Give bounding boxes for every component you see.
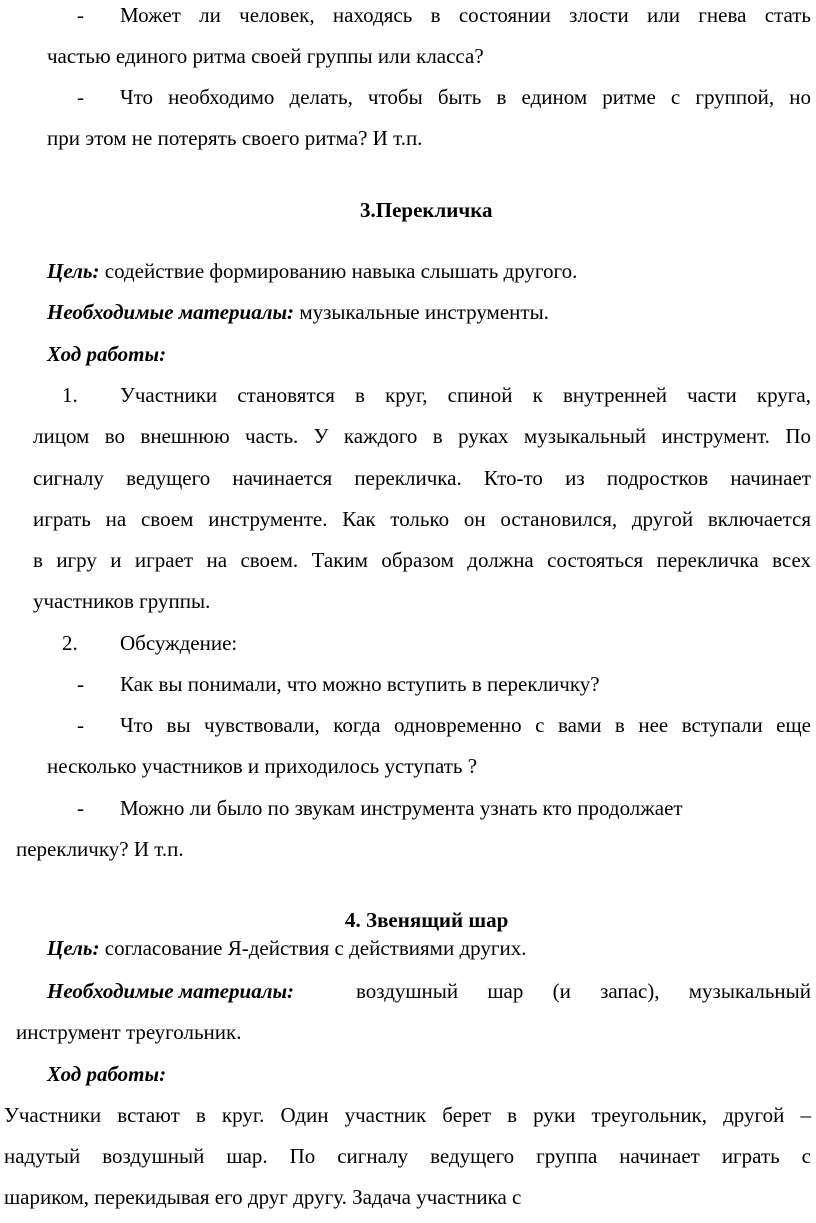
materials-text: музыкальные инструменты. <box>294 300 549 324</box>
materials-line <box>47 299 549 325</box>
goal-label: Цель: <box>47 936 100 960</box>
materials-label: Необходимые материалы: <box>47 300 295 324</box>
bullet-line: при этом не потерять своего ритма? И т.п. <box>47 126 423 150</box>
body-line: шариком, перекидывая его друг другу. Задача участника с <box>4 1185 522 1209</box>
bullet-line: несколько участников и приходилось уступать ? <box>47 754 478 778</box>
list-item-line: Обсуждение: <box>120 631 238 655</box>
procedure-label: Ход работы: <box>47 1062 167 1086</box>
list-item-line: Участники становятся в круг, спиной к внутренней части круга, <box>120 383 811 407</box>
materials-text: инструмент треугольник. <box>16 1020 242 1044</box>
list-item-line: в игру и играет на своем. Таким образом должна состояться перекличка всех <box>33 548 811 572</box>
bullet-line: Может ли человек, находясь в состоянии злости или гнева стать <box>120 3 811 27</box>
bullet-marker: - <box>77 672 84 696</box>
goal-line <box>47 935 526 961</box>
list-number: 1. <box>62 383 78 407</box>
body-line: Участники встают в круг. Один участник берет в руки треугольник, другой – <box>4 1103 811 1127</box>
section-heading: 4. Звенящий шар <box>345 908 509 932</box>
bullet-line: Что вы чувствовали, когда одновременно с вами в нее вступали еще <box>120 713 811 737</box>
bullet-marker: - <box>77 713 84 737</box>
list-number: 2. <box>62 631 78 655</box>
list-item-line: участников группы. <box>33 589 211 613</box>
procedure-label: Ход работы: <box>47 342 167 366</box>
bullet-line: частью единого ритма своей группы или класса? <box>47 44 484 68</box>
list-item-line: лицом во внешнюю часть. У каждого в руках музыкальный инструмент. По <box>33 424 811 448</box>
section-heading: 3.Перекличка <box>360 198 493 222</box>
bullet-line: Как вы понимали, что можно вступить в перекличку? <box>120 672 600 696</box>
bullet-marker: - <box>77 3 84 27</box>
goal-label: Цель: <box>47 259 100 283</box>
materials-label: Необходимые материалы: <box>47 979 295 1003</box>
bullet-marker: - <box>77 85 84 109</box>
materials-text: воздушный шар (и запас), музыкальный <box>356 979 811 1003</box>
list-item-line: сигналу ведущего начинается перекличка. Кто-то из подростков начинает <box>33 466 811 490</box>
goal-text: согласование Я-действия с действиями других. <box>99 936 527 960</box>
goal-text: содействие формированию навыка слышать другого. <box>99 259 578 283</box>
bullet-marker: - <box>77 796 84 820</box>
goal-line <box>47 258 577 284</box>
list-item-line: играть на своем инструменте. Как только он остановился, другой включается <box>33 507 811 531</box>
bullet-line: Что необходимо делать, чтобы быть в едином ритме с группой, но <box>120 85 811 109</box>
bullet-line: перекличку? И т.п. <box>16 837 184 861</box>
body-line: надутый воздушный шар. По сигналу ведущего группа начинает играть с <box>4 1144 811 1168</box>
bullet-line: Можно ли было по звукам инструмента узнать кто продолжает <box>120 796 683 820</box>
